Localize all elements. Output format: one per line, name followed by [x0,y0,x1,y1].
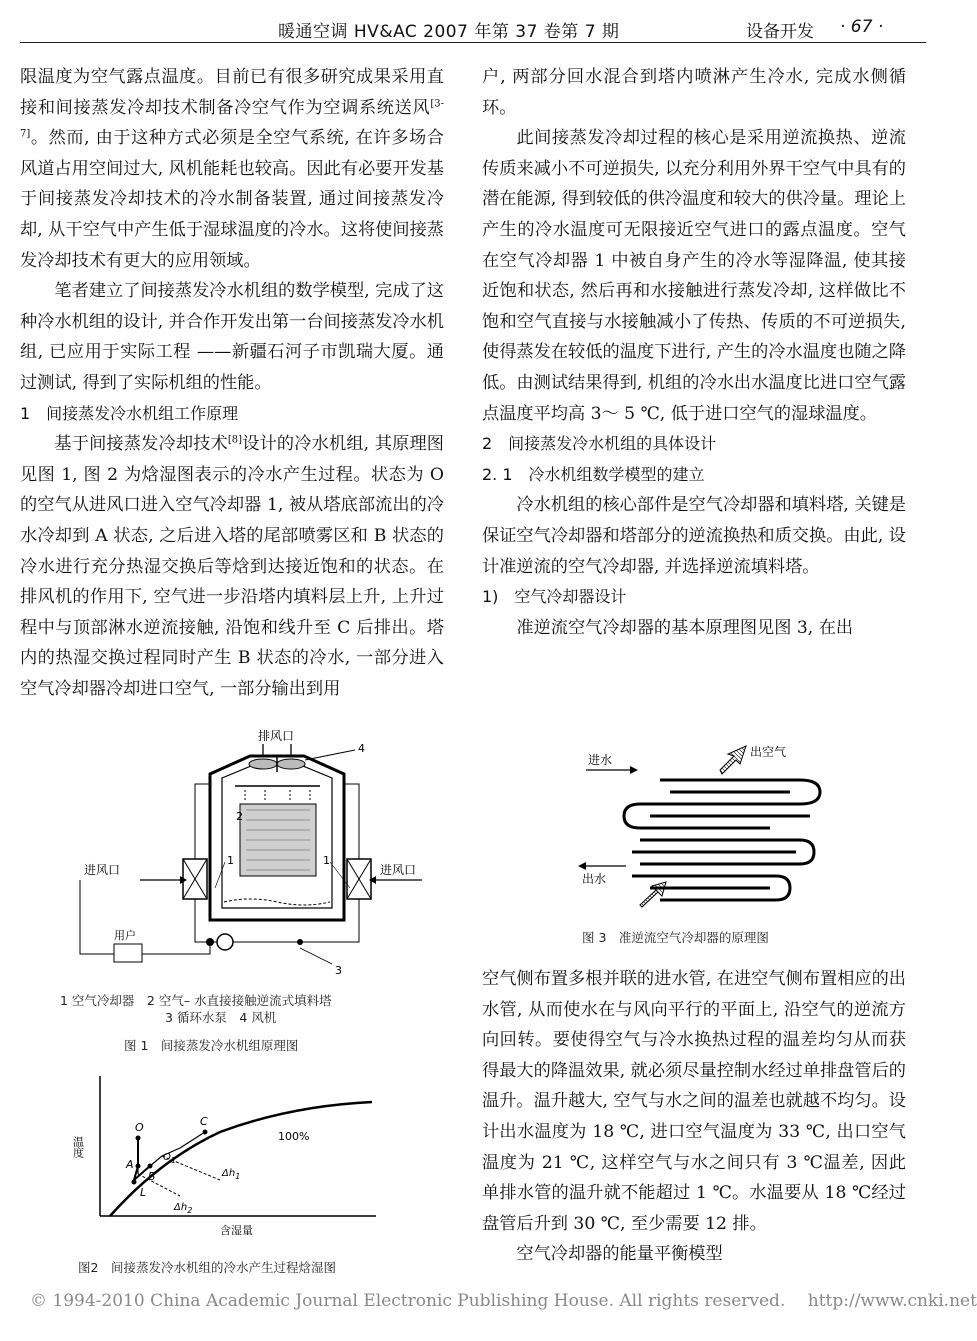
paragraph [20,429,444,704]
figure-3-air-cooler-diagram [570,740,870,916]
subsubsection-heading: 1) 空气冷却器设计 [482,587,627,607]
journal-title: 暖通空调 HV&AC 2007 年第 37 卷第 7 期 [278,22,620,42]
page-number: · 67 · [840,17,884,37]
paragraph [20,62,444,276]
label-outlet-water: 出水 [582,872,607,886]
figure-2-psychrometric-chart [70,1070,380,1238]
paragraph: 笔者建立了间接蒸发冷水机组的数学模型, 完成了这种冷水机组的设计, 并合作开发出第一台间接蒸发冷水机组, 已应用于实际工程 ——新疆石河子市凯瑞大厦。通过测试, 得到了实际机组的性能。 [20,281,444,393]
paragraph: 空气冷却器的能量平衡模型 [516,1244,723,1265]
figure-1-legend-line-2: 3 循环水泵 4 风机 [165,1010,277,1025]
text: 基于间接蒸发冷却技术 [54,434,228,455]
label-number: 4 [358,742,365,755]
figure-1-legend-line-1: 1 空气冷却器 2 空气– 水直接接触逆流式填料塔 [60,993,332,1008]
label-number: 2 [236,810,243,823]
label-outlet-air: 出空气 [750,745,787,759]
point-C: C [200,1115,208,1128]
subsection-heading: 2. 1 冷水机组数学模型的建立 [482,464,705,484]
axis-y-label: 温度 [71,1136,85,1158]
text: 。然而, 由于这种方式必须是全空气系统, 在许多场合风道占用空间过大, 风机能耗也较高。因此有必要开发基于间接蒸发冷却技术的冷水制备装置, 通过间接蒸发冷却, 从干空气中产生低于湿球温度的冷水。这将使间接蒸发冷却技术有更大的应用领域。 [20,128,444,271]
section-heading: 2 间接蒸发冷水机组的具体设计 [482,434,717,454]
label-number: 1 [323,854,330,867]
axis-x-label: 含湿量 [220,1224,253,1237]
label-number: 1 [227,854,234,867]
left-column [20,62,444,704]
point-O1: $O_1$ [163,1152,176,1165]
section-heading: 1 间接蒸发冷水机组工作原理 [20,403,239,423]
paragraph: 冷水机组的核心部件是空气冷却器和填料塔, 关键是保证空气冷却器和塔部分的逆流换热和质交换。由此, 设计准逆流的空气冷却器, 并选择逆流填料塔。 [482,495,906,577]
paragraph: 户, 两部分回水混合到塔内喷淋产生冷水, 完成水侧循环。 [482,67,906,118]
label-dh2: $\Delta h_2$ [174,1202,193,1215]
text: 设计的冷水机组, 其原理图见图 1, 图 2 为焓湿图表示的冷水产生过程。状态为 O 的空气从进风口进入空气冷却器 1, 被从塔底部流出的冷水冷却到 A 状态, 之后进入塔的尾部喷雾区和 B 状态的冷水进行充分热湿交换后等焓到达接近饱和的状态。在排风机的作用下, 空气进一步沿塔内填料层上升, 上升过程中与顶部淋水逆流接触, 沿饱和线升至 C 后排出。塔内的热湿交换过程同时产生 B 状态的冷水, 一部分进入空气冷却器冷却进口空气, 一部分输出到用 [20,434,444,699]
figure-2-caption: 图2 间接蒸发冷水机组的冷水产生过程焓湿图 [78,1260,336,1275]
paragraph: 空气侧布置多根并联的进水管, 在进空气侧布置相应的出水管, 从而使水在与风向平行的平面上, 沿空气的逆流方向回转。要使得空气与冷水换热过程的温差均匀从而获得最大的降温效果, 就必须尽量控制水经过单排盘管后的温升。温升越大, 空气与水之间的温差也就越不均匀。设计出水温度为 18 ℃, 进口空气温度为 33 ℃, 出口空气温度为 21 ℃, 这样空气与水之间只有 3 ℃温差, 因此单排水管的温升就不能超过 1 ℃。水温要从 18 ℃经过盘管后升到 30 ℃, 至少需要 12 排。 [482,969,906,1234]
point-A: A [126,1158,134,1171]
text: 限温度为空气露点温度。目前已有很多研究成果采用直接和间接蒸发冷却技术制备冷空气作为空调系统送风 [20,67,444,118]
label-inlet-left: 进风口 [84,863,121,877]
page-header [20,8,926,43]
section-name: 设备开发 [746,22,814,42]
paragraph: 此间接蒸发冷却过程的核心是采用逆流换热、逆流传质来减小不可逆损失, 以充分利用外界干空气中具有的潜在能源, 得到较低的供冷温度和较大的供冷量。理论上产生的冷水温度可无限接近空气进口的露点温度。空气在空气冷却器 1 中被自身产生的冷水等湿降温, 使其接近饱和状态, 然后再和水接触进行蒸发冷却, 这样做比不饱和空气直接与水接触减小了传热、传质的不可逆损失, 使得蒸发在较低的温度下进行, 产生的冷水温度也随之降低。由测试结果得到, 机组的冷水出水温度比进口空气露点温度平均高 3～ 5 ℃, 低于进口空气的湿球温度。 [482,128,906,424]
label-inlet-right: 进风口 [380,863,417,877]
copyright-footer: © 1994-2010 China Academic Journal Electronic Publishing House. All rights reserved. http://www.cnki.net [30,1291,977,1311]
point-B: B [148,1170,156,1183]
citation: [3- 7] [20,97,444,140]
right-column-continued [482,964,906,1270]
figure-1-caption: 图 1 间接蒸发冷水机组原理图 [124,1038,299,1053]
figure-1-diagram [60,729,430,980]
curve-label: 100% [278,1130,310,1143]
label-inlet-water: 进水 [588,753,613,767]
figure-3-caption: 图 3 准逆流空气冷却器的原理图 [582,930,769,945]
label-number: 3 [335,964,342,977]
point-L: L [140,1186,147,1199]
point-O: O [135,1121,144,1134]
citation: [8] [227,434,243,446]
label-dh1: $\Delta h_1$ [222,1168,241,1181]
label-exhaust: 排风口 [258,729,295,743]
paragraph: 准逆流空气冷却器的基本原理图见图 3, 在出 [516,617,854,638]
label-user: 用户 [114,929,136,942]
right-column [482,62,906,643]
